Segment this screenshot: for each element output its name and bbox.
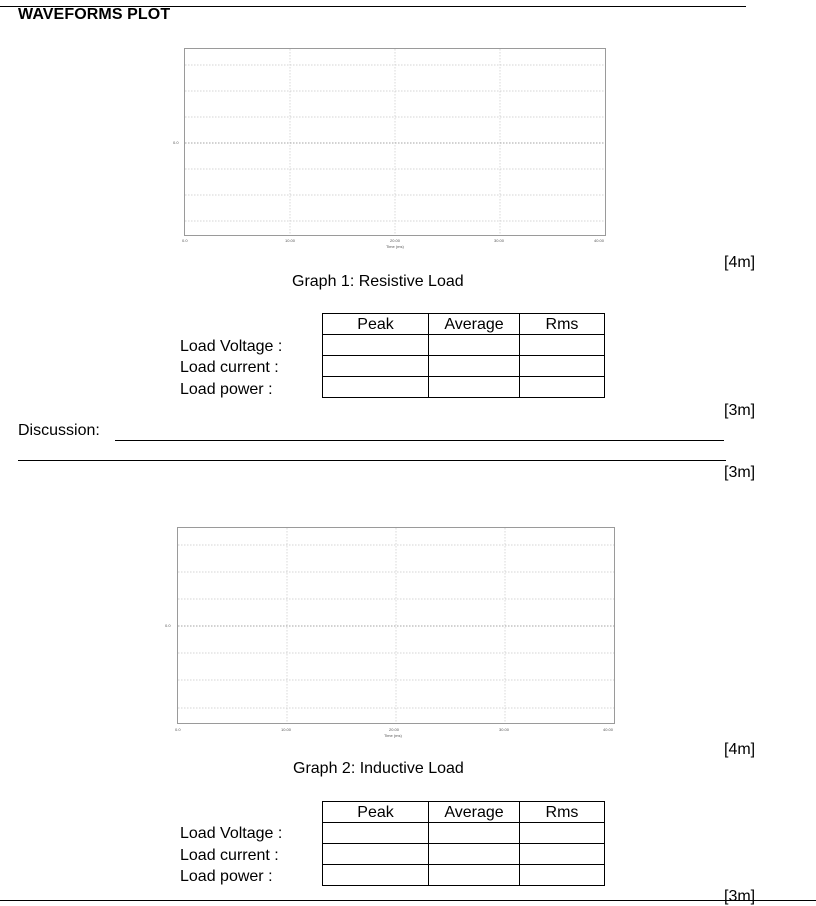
graph2-x-tick-4: 40.00 [603,727,614,732]
table-cell[interactable] [429,844,520,865]
results-table-1 [322,313,605,398]
discussion-line-2[interactable] [18,460,726,461]
table-header-row [323,802,605,823]
discussion-line-1[interactable] [115,440,724,441]
graph1-x-tick-1: 10.00 [285,238,296,243]
table-cell[interactable] [429,865,520,886]
table1-mark: [3m] [724,402,756,419]
table-cell[interactable] [323,356,429,377]
row-label-voltage: Load Voltage : [180,338,283,355]
row-label-current: Load current : [180,359,279,376]
graph1-x-tick-0: 0.0 [182,238,188,243]
table-cell[interactable] [520,823,605,844]
table-row-power [323,865,605,886]
table-cell[interactable] [323,823,429,844]
table-row-voltage [323,335,605,356]
table-row-current [323,356,605,377]
table-row-current [323,844,605,865]
bottom-rule [0,900,816,901]
table-cell[interactable] [429,377,520,398]
table-cell[interactable] [520,356,605,377]
table-cell[interactable] [520,865,605,886]
table-header-row [323,314,605,335]
graph1-x-label: Time (ms) [386,244,404,249]
table-cell[interactable] [520,377,605,398]
graph2-x-label: Time (ms) [384,733,402,738]
table-cell[interactable] [323,844,429,865]
graph2-x-tick-3: 30.00 [499,727,510,732]
table-cell[interactable] [323,377,429,398]
graph2-x-tick-1: 10.00 [281,727,292,732]
row-label-current: Load current : [180,847,279,864]
row-label-power: Load power : [180,868,273,885]
results-table-2 [322,801,605,886]
graph2-grid [178,528,614,723]
table-cell[interactable] [429,335,520,356]
graph1-plot-area [184,48,606,236]
graph1-grid [185,49,605,235]
graph1-x-tick-4: 40.00 [594,238,605,243]
graph2-mark: [4m] [724,741,756,758]
graph2-plot-area [177,527,615,724]
row-label-power: Load power : [180,381,273,398]
graph1-caption: Graph 1: Resistive Load [292,273,464,290]
section-title: WAVEFORMS PLOT [18,6,171,23]
discussion-mark: [3m] [724,464,756,481]
table2-mark: [3m] [724,888,756,905]
header-average: Average [429,802,520,823]
header-peak: Peak [323,314,429,335]
graph1-x-tick-2: 20.00 [390,238,401,243]
table-cell[interactable] [429,356,520,377]
header-average: Average [429,314,520,335]
graph2-x-tick-2: 20.00 [389,727,400,732]
table-cell[interactable] [323,865,429,886]
table-cell[interactable] [520,335,605,356]
header-peak: Peak [323,802,429,823]
row-label-voltage: Load Voltage : [180,825,283,842]
graph1-x-tick-3: 30.00 [494,238,505,243]
graph2-y-tick: 0.0 [165,623,171,628]
graph2-caption: Graph 2: Inductive Load [293,760,464,777]
header-rms: Rms [520,802,605,823]
discussion-label: Discussion: [18,422,100,439]
table-cell[interactable] [429,823,520,844]
table-cell[interactable] [520,844,605,865]
table-row-voltage [323,823,605,844]
graph1-mark: [4m] [724,254,756,271]
header-rms: Rms [520,314,605,335]
graph1-y-tick: 0.0 [173,140,179,145]
graph2-x-tick-0: 0.0 [175,727,181,732]
table-cell[interactable] [323,335,429,356]
table-row-power [323,377,605,398]
